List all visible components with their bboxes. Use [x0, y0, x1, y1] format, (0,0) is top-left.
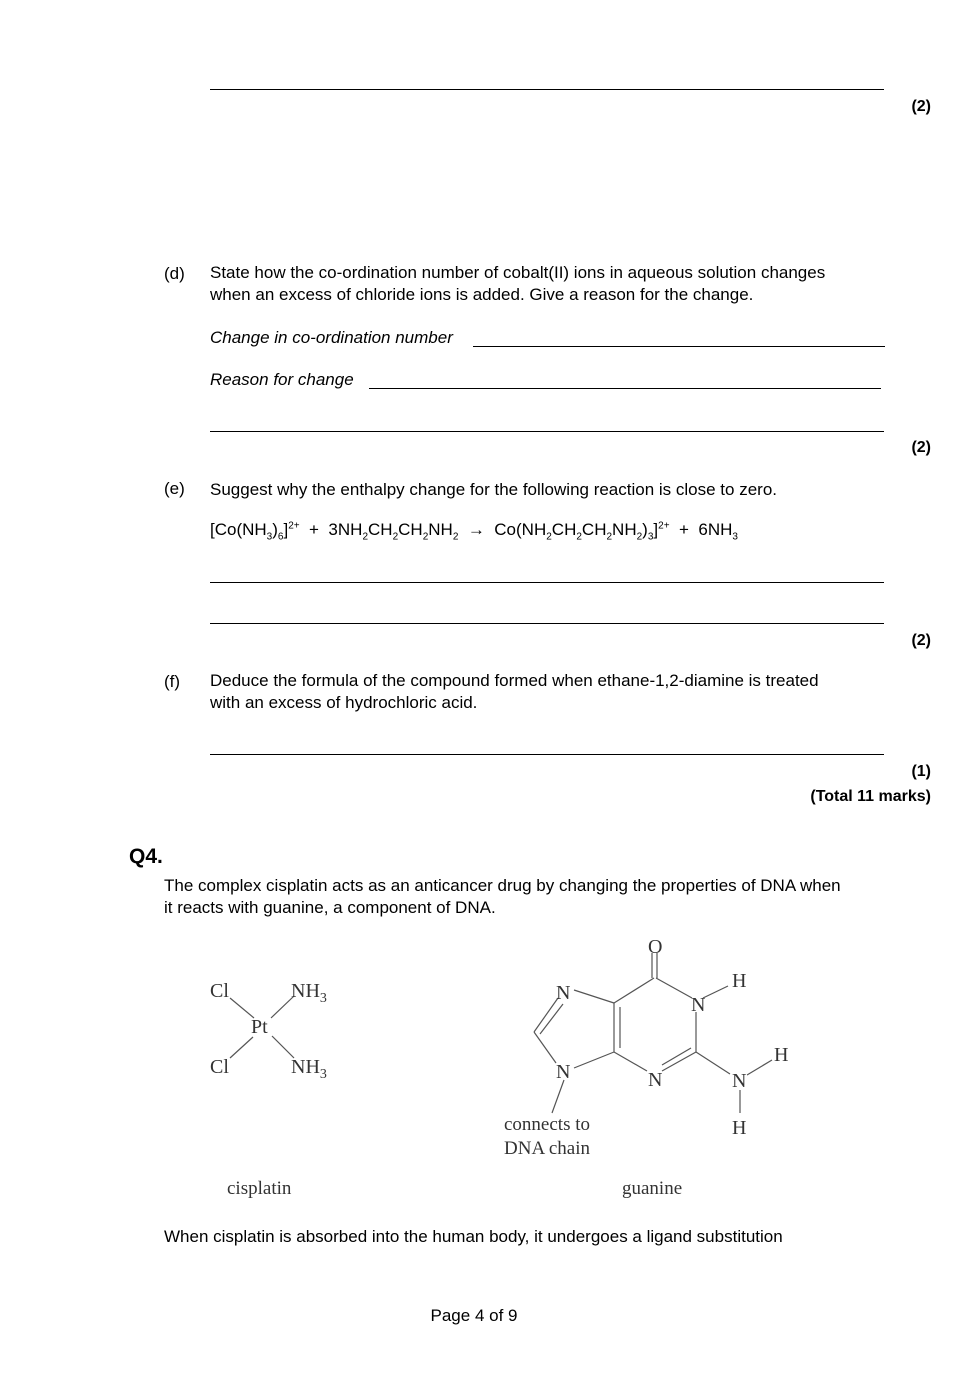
- part-d-line2: when an excess of chloride ions is added. Give a reason for the change.: [210, 285, 754, 304]
- bond-n9-chain: [552, 1080, 564, 1113]
- part-f-question: [210, 670, 819, 714]
- marks: (2): [911, 98, 931, 115]
- bond-c6-c5: [614, 978, 654, 1003]
- h-atom-right: H: [774, 1044, 789, 1066]
- bond-c5-n7: [574, 990, 614, 1003]
- answer-line[interactable]: [210, 582, 884, 583]
- q4-continuation: When cisplatin is absorbed into the human body, it undergoes a ligand substitution: [164, 1227, 783, 1246]
- total-marks: (Total 11 marks): [810, 788, 931, 805]
- guanine-caption: guanine: [622, 1178, 683, 1199]
- nh3-group-top: $NH_3$: [291, 980, 327, 1006]
- bond-n9-c4: [574, 1052, 614, 1068]
- nh3-group-bottom: $NH_3$: [291, 1056, 327, 1082]
- bond-cl-pt-top: [230, 998, 254, 1018]
- n-atom-amine: N: [732, 1070, 747, 1092]
- answer-line-change[interactable]: [473, 346, 885, 347]
- bond-pt-nh3-bottom: [272, 1036, 294, 1058]
- part-d-question: [210, 262, 825, 306]
- marks-e: (2): [911, 632, 931, 649]
- connects-label-2: DNA chain: [504, 1138, 591, 1159]
- q4-line1: The complex cisplatin acts as an anticancer drug by changing the properties of DNA when: [164, 876, 841, 895]
- part-f-line1: Deduce the formula of the compound formed when ethane-1,2-diamine is treated: [210, 671, 819, 690]
- n-atom-3: N: [648, 1069, 663, 1091]
- reaction-equation: $[Co(NH_3)_6]^{2+} + 3NH_2CH_2CH_2NH_2 \to Co(NH_2CH_2CH_2NH_2)_3]^{2+} + 6NH_3$: [210, 520, 738, 543]
- pt-atom: Pt: [251, 1016, 268, 1038]
- reason-label: Reason for change: [210, 370, 354, 389]
- h-atom-bottom: H: [732, 1117, 747, 1139]
- part-d-line1: State how the co-ordination number of cobalt(II) ions in aqueous solution changes: [210, 263, 826, 282]
- bond-n1-h: [703, 986, 728, 998]
- bond-c6-n1: [656, 978, 692, 998]
- bond-c2-nh2: [696, 1052, 730, 1074]
- marks-d: (2): [911, 439, 931, 456]
- part-f-line2: with an excess of hydrochloric acid.: [210, 693, 478, 712]
- answer-line-reason[interactable]: [369, 388, 881, 389]
- part-e-question: Suggest why the enthalpy change for the following reaction is close to zero.: [210, 480, 778, 499]
- n-atom-1: N: [691, 994, 706, 1016]
- q4-line2: it reacts with guanine, a component of DNA.: [164, 898, 496, 917]
- answer-line[interactable]: [210, 754, 884, 755]
- o-atom: O: [648, 936, 663, 958]
- cl-atom-top: Cl: [210, 980, 229, 1002]
- n-atom-9: N: [556, 1061, 571, 1083]
- answer-line[interactable]: [210, 89, 884, 90]
- cisplatin-caption: cisplatin: [227, 1178, 292, 1199]
- answer-line[interactable]: [210, 623, 884, 624]
- q4-intro: [164, 875, 841, 919]
- part-e-label: (e): [164, 479, 185, 498]
- answer-line[interactable]: [210, 431, 884, 432]
- guanine-structure: [490, 930, 810, 1210]
- cl-atom-bottom: Cl: [210, 1056, 229, 1078]
- n-atom-7: N: [556, 982, 571, 1004]
- page-number: Page 4 of 9: [430, 1306, 518, 1325]
- part-f-label: (f): [164, 672, 181, 691]
- q4-title: Q4.: [129, 845, 163, 868]
- bond-n-h-right: [747, 1060, 772, 1075]
- bond-cl-pt-bottom: [230, 1037, 253, 1058]
- change-label: Change in co-ordination number: [210, 328, 453, 347]
- bond-c4-n3: [614, 1052, 647, 1071]
- bond-c8-n9: [534, 1032, 556, 1063]
- marks-f: (1): [911, 763, 931, 780]
- connects-label-1: connects to: [504, 1114, 591, 1135]
- cisplatin-structure: [190, 970, 360, 1210]
- h-atom-n1: H: [732, 970, 747, 992]
- part-d-label: (d): [164, 264, 185, 283]
